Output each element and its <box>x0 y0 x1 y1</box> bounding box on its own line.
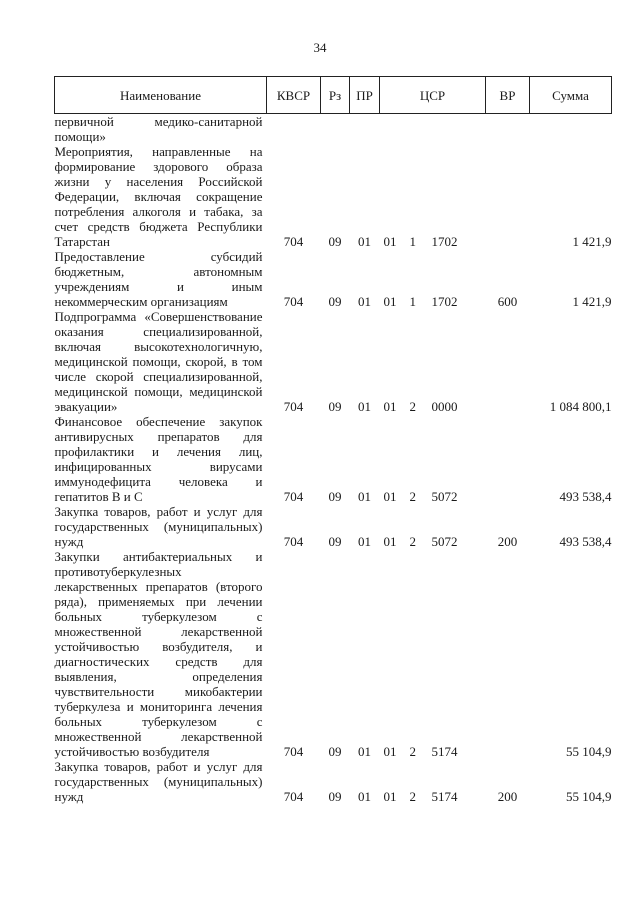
header-kvsr: КВСР <box>267 77 321 114</box>
table-row <box>55 114 612 145</box>
page-number: 34 <box>313 40 327 55</box>
row-kvsr: 704 <box>283 399 304 414</box>
header-name: Наименование <box>55 77 267 114</box>
row-vr <box>486 309 530 414</box>
row-csr <box>380 414 486 504</box>
row-name: Закупка товаров, работ и услуг для государственных (муниципальных) нужд <box>54 759 263 804</box>
row-csr-program: 01 <box>383 234 397 249</box>
row-name: Закупки антибактериальных и противотуберкулезных лекарственных препаратов (второго ряда), применяемых при лечении больных туберкулезом с множественной лекарственной устойчивостью возбудителя, и диагностических средств для выявления, определения чувствительности микобактерии туберкулеза и мониторинга лечения больных туберкулезом с множественной лекарственной устойчивостью возбудителя <box>54 549 263 759</box>
row-csr <box>380 114 486 145</box>
row-csr-direction: 0000 <box>431 399 458 414</box>
header-vr: ВР <box>486 77 530 114</box>
row-rz: 09 <box>328 294 342 309</box>
header-sum: Сумма <box>530 77 612 114</box>
row-pr: 01 <box>358 294 371 309</box>
row-name: Предоставление субсидий бюджетным, автономным учреждениям и иным некоммерческим организациям <box>54 249 263 309</box>
row-rz: 09 <box>328 789 342 804</box>
budget-table <box>54 76 612 804</box>
row-sum: 493 538,4 <box>559 489 612 504</box>
row-csr-program: 01 <box>383 534 397 549</box>
row-csr-subprogram: 2 <box>409 489 416 504</box>
row-csr-direction: 5072 <box>431 534 458 549</box>
row-pr: 01 <box>358 534 371 549</box>
row-csr-subprogram: 2 <box>409 789 416 804</box>
row-name: Закупка товаров, работ и услуг для государственных (муниципальных) нужд <box>54 504 263 549</box>
row-csr-program: 01 <box>383 489 397 504</box>
table-row <box>55 504 612 549</box>
row-csr <box>380 144 486 249</box>
row-sum: 1 421,9 <box>572 294 612 309</box>
row-vr <box>486 144 530 249</box>
row-name: Финансовое обеспечение закупок антивирусных препаратов для профилактики и лечения лиц, инфицированных вирусами иммунодефицита человека и гепатитов В и С <box>54 414 263 504</box>
row-csr-program: 01 <box>383 744 397 759</box>
row-rz: 09 <box>328 744 342 759</box>
row-csr-direction: 1702 <box>431 234 458 249</box>
row-name: первичной медико-санитарной помощи» <box>54 114 263 144</box>
row-sum: 1 421,9 <box>572 234 612 249</box>
row-sum: 55 104,9 <box>566 744 612 759</box>
row-pr: 01 <box>358 234 371 249</box>
row-vr: 600 <box>497 294 518 309</box>
row-csr-subprogram: 2 <box>409 534 416 549</box>
row-csr-program: 01 <box>383 294 397 309</box>
row-pr: 01 <box>358 399 371 414</box>
row-name: Подпрограмма «Совершенствование оказания специализированной, включая высокотехнологичную, медицинской помощи, скорой, в том числе скорой специализированной, медицинской помощи, медицинской эвакуации» <box>54 309 263 414</box>
row-kvsr <box>267 114 321 145</box>
row-sum: 493 538,4 <box>559 534 612 549</box>
row-rz: 09 <box>328 534 342 549</box>
row-sum: 1 084 800,1 <box>549 399 612 414</box>
row-kvsr: 704 <box>283 234 304 249</box>
row-name: Мероприятия, направленные на формирование здорового образа жизни у населения Российской Федерации, включая сокращение потребления алкоголя и табака, за счет средств бюджета Республики Татарстан <box>54 144 263 249</box>
table-row <box>55 249 612 309</box>
row-vr <box>486 549 530 759</box>
row-csr <box>380 759 486 804</box>
row-csr <box>380 549 486 759</box>
row-rz: 09 <box>328 489 342 504</box>
row-csr-program: 01 <box>383 789 397 804</box>
row-vr: 200 <box>497 534 518 549</box>
header-rz: Рз <box>321 77 350 114</box>
table-row <box>55 549 612 759</box>
header-pr: ПР <box>350 77 380 114</box>
row-pr: 01 <box>358 789 371 804</box>
row-csr-program: 01 <box>383 399 397 414</box>
row-csr <box>380 249 486 309</box>
row-kvsr: 704 <box>283 789 304 804</box>
row-sum <box>530 114 612 145</box>
row-csr-direction: 5174 <box>431 744 458 759</box>
row-rz: 09 <box>328 399 342 414</box>
table-row <box>55 144 612 249</box>
row-rz <box>321 114 350 145</box>
header-csr: ЦСР <box>380 77 486 114</box>
row-vr <box>486 114 530 145</box>
row-csr-direction: 5072 <box>431 489 458 504</box>
row-csr-direction: 1702 <box>431 294 458 309</box>
table-header-row <box>55 77 612 114</box>
table-row <box>55 759 612 804</box>
row-rz: 09 <box>328 234 342 249</box>
row-kvsr: 704 <box>283 744 304 759</box>
row-csr-subprogram: 2 <box>409 744 416 759</box>
row-vr: 200 <box>497 789 518 804</box>
row-kvsr: 704 <box>283 489 304 504</box>
row-pr: 01 <box>358 489 371 504</box>
row-csr-direction: 5174 <box>431 789 458 804</box>
table-row <box>55 414 612 504</box>
row-csr-subprogram: 2 <box>409 399 416 414</box>
row-csr <box>380 309 486 414</box>
table-body <box>55 114 612 805</box>
row-csr-subprogram: 1 <box>409 294 416 309</box>
row-pr <box>350 114 380 145</box>
row-csr <box>380 504 486 549</box>
row-pr: 01 <box>358 744 371 759</box>
row-csr-subprogram: 1 <box>409 234 416 249</box>
row-sum: 55 104,9 <box>566 789 612 804</box>
row-vr <box>486 414 530 504</box>
table-row <box>55 309 612 414</box>
row-kvsr: 704 <box>283 294 304 309</box>
row-kvsr: 704 <box>283 534 304 549</box>
